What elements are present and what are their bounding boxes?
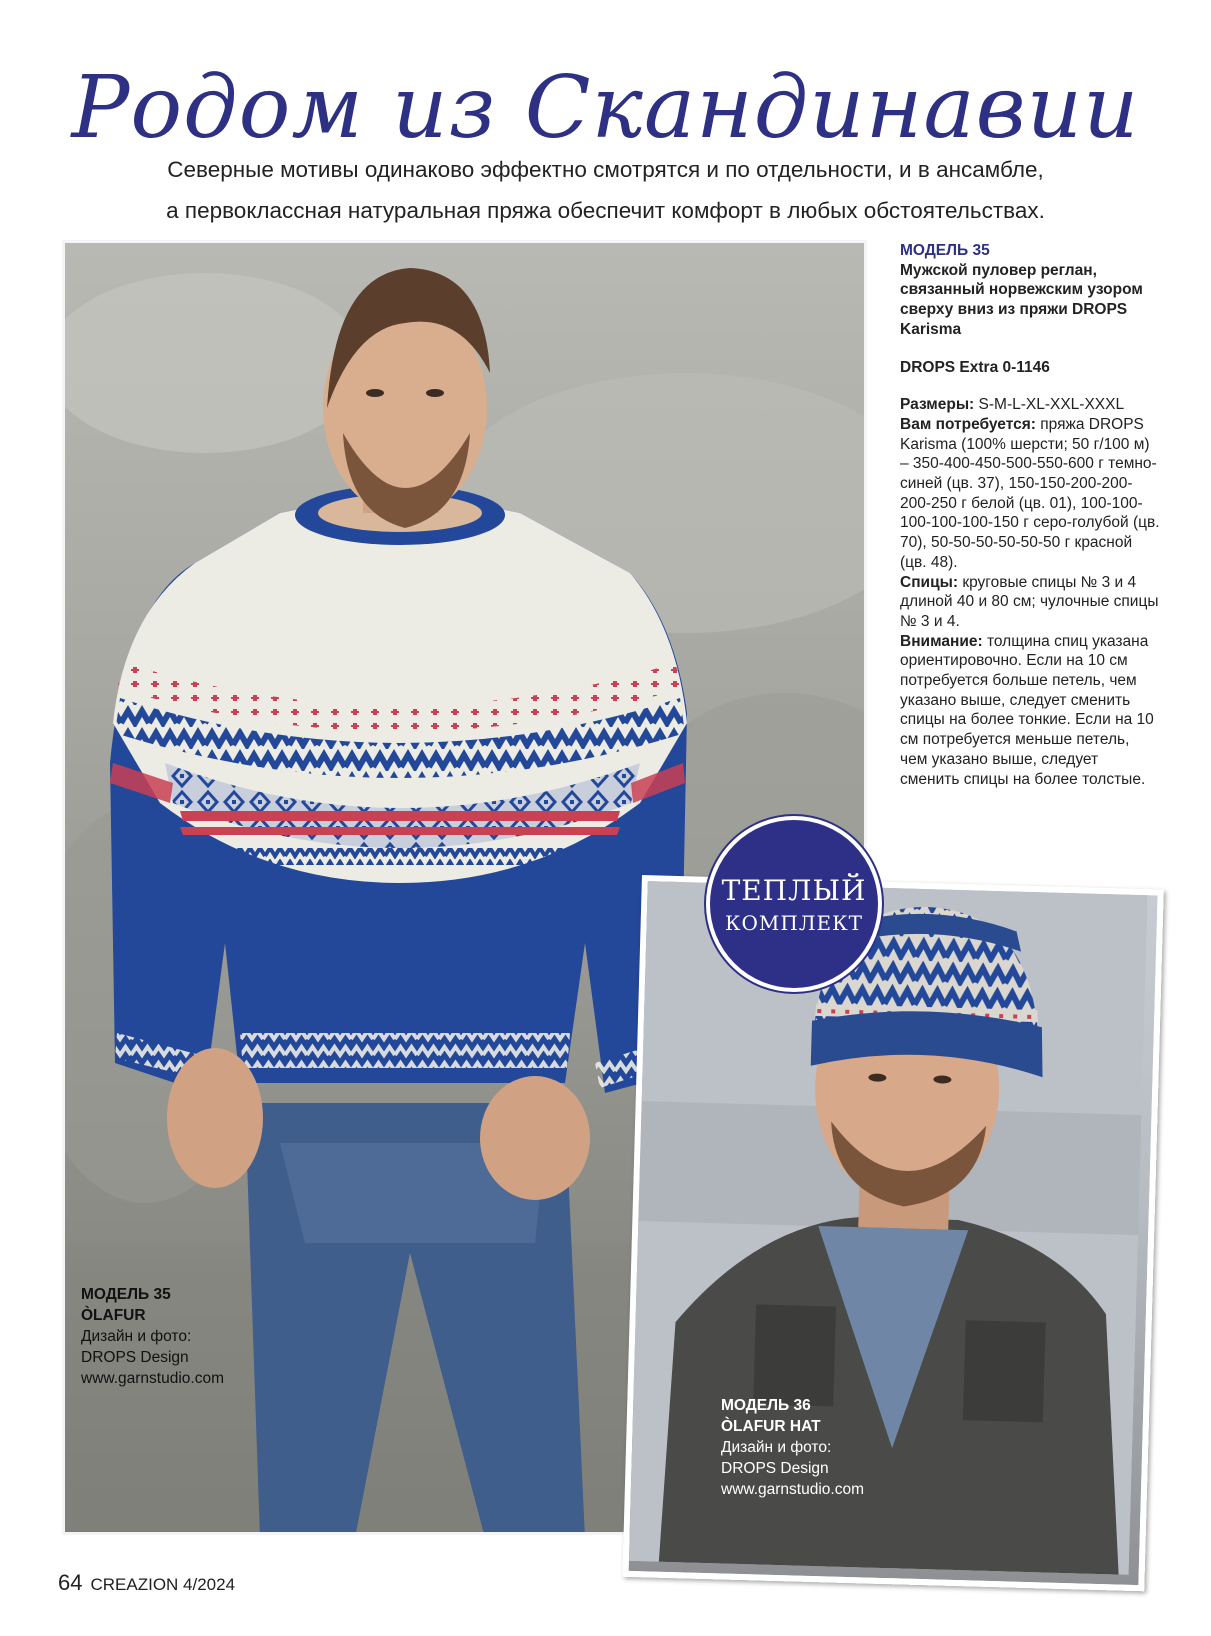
materials-label: Вам потребуется: (900, 415, 1036, 433)
badge-line-2: КОМПЛЕКТ (725, 910, 863, 935)
attention-label: Внимание: (900, 632, 983, 650)
caption-36-brand: DROPS Design (721, 1460, 829, 1477)
attention-value: толщина спиц указана ориентировочно. Если на 10 см потребуется больше петель, чем указано выше, следует сменить спицы на более тонкие. Если на 10 см потребуется меньше петель, чем указано выше, следует сменить спицы на более толстые. (900, 632, 1154, 788)
sidebar-materials (900, 415, 1160, 573)
pattern-description (900, 241, 1160, 789)
caption-35-url: www.garnstudio.com (81, 1370, 225, 1387)
subtitle-line-1: Северные мотивы одинаково эффектно смотрятся и по отдельности, и в ансамбле, (167, 157, 1044, 182)
issue-label: CREAZION 4/2024 (90, 1575, 236, 1594)
sizes-label: Размеры: (900, 396, 975, 414)
sidebar-needles (900, 573, 1160, 632)
materials-value: пряжа DROPS Karisma (100% шерсти; 50 г/100 м) – 350-400-450-500-550-600 г темно-синей (цв. 37), 150-150-200-200-200-250 г белой (цв. 01), 100-100-100-100-100-150 г серо-голубой (цв. 70), 50-50-50-50-50-50 г красной (цв. 48). (900, 415, 1160, 571)
page-number: 64 (58, 1570, 83, 1595)
caption-36-name: ÒLAFUR HAT (721, 1418, 821, 1435)
caption-36-credit: Дизайн и фото: (721, 1439, 832, 1456)
hat-photo (622, 875, 1163, 1591)
page-footer (58, 1570, 235, 1596)
subtitle-line-2: а первоклассная натуральная пряжа обеспечит комфорт в любых обстоятельствах. (166, 198, 1045, 223)
caption-36-url: www.garnstudio.com (721, 1481, 865, 1498)
caption-35-credit: Дизайн и фото: (81, 1328, 192, 1345)
needles-label: Спицы: (900, 573, 959, 591)
warm-set-badge (706, 816, 882, 992)
hat-model-illustration (629, 881, 1148, 1575)
page-title: Родом из Скандинавии (71, 58, 1140, 158)
sidebar-attention (900, 632, 1160, 790)
sidebar-model-description: Мужской пуловер реглан, связанный норвежским узором сверху вниз из пряжи DROPS Karisma (900, 261, 1143, 338)
caption-model-35 (81, 1284, 224, 1389)
sizes-value: S-M-L-XL-XXL-XXXL (978, 396, 1125, 414)
sidebar-extra-code: DROPS Extra 0-1146 (900, 358, 1050, 376)
sidebar-sizes (900, 395, 1160, 415)
caption-36-model: МОДЕЛЬ 36 (721, 1397, 811, 1414)
caption-35-brand: DROPS Design (81, 1349, 189, 1366)
badge-line-1: ТЕПЛЫЙ (721, 873, 867, 907)
sidebar-model-label: МОДЕЛЬ 35 (900, 242, 990, 259)
caption-35-name: ÒLAFUR (81, 1307, 146, 1324)
caption-35-model: МОДЕЛЬ 35 (81, 1286, 171, 1303)
caption-model-36 (721, 1395, 864, 1500)
needles-value: круговые спицы № 3 и 4 длиной 40 и 80 см; чулочные спицы № 3 и 4. (900, 573, 1159, 630)
